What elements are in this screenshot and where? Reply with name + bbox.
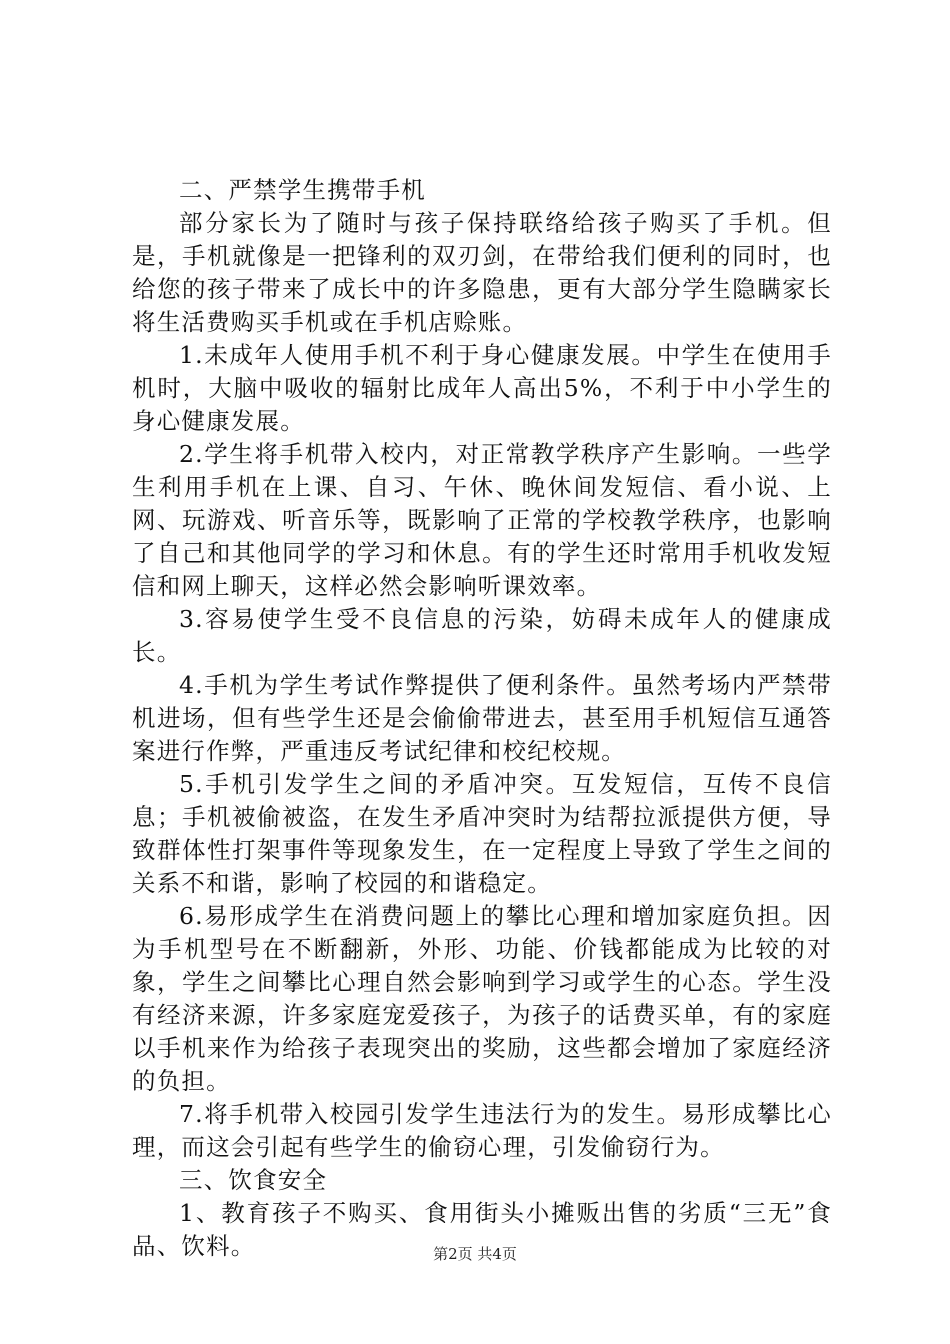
section-heading-food-safety: 三、饮食安全 (179, 1166, 328, 1194)
paragraph-item-7: 7.将手机带入校园引发学生违法行为的发生。易形成攀比心理，而这会引起有些学生的偷窃心理，引发偷窃行为。 (132, 1100, 832, 1161)
paragraph-item-5: 5.手机引发学生之间的矛盾冲突。互发短信，互传不良信息；手机被偷被盗，在发生矛盾冲突时为结帮拉派提供方便，导致群体性打架事件等现象发生，在一定程度上导致了学生之间的关系不和谐，影响了校园的和谐稳定。 (132, 770, 832, 897)
section-heading-phones: 二、严禁学生携带手机 (179, 176, 426, 204)
paragraph-item-6: 6.易形成学生在消费问题上的攀比心理和增加家庭负担。因为手机型号在不断翻新，外形、功能、价钱都能成为比较的对象，学生之间攀比心理自然会影响到学习或学生的心态。学生没有经济来源，许多家庭宠爱孩子，为孩子的话费买单，有的家庭以手机来作为给孩子表现突出的奖励，这些都会增加了家庭经济的负担。 (132, 902, 832, 1095)
page-footer: 第2页 共4页 (433, 1245, 517, 1263)
paragraph-item-1: 1.未成年人使用手机不利于身心健康发展。中学生在使用手机时，大脑中吸收的辐射比成年人高出5%，不利于中小学生的身心健康发展。 (132, 341, 832, 435)
paragraph-intro: 部分家长为了随时与孩子保持联络给孩子购买了手机。但是，手机就像是一把锋利的双刃剑，在带给我们便利的同时，也给您的孩子带来了成长中的许多隐患，更有大部分学生隐瞒家长将生活费购买手机或在手机店赊账。 (132, 209, 832, 336)
paragraph-item-3: 3.容易使学生受不良信息的污染，妨碍未成年人的健康成长。 (132, 605, 832, 666)
paragraph-item-2: 2.学生将手机带入校内，对正常教学秩序产生影响。一些学生利用手机在上课、自习、午休、晚休间发短信、看小说、上网、玩游戏、听音乐等，既影响了正常的学校教学秩序，也影响了自己和其他同学的学习和休息。有的学生还时常用手机收发短信和网上聊天，这样必然会影响听课效率。 (132, 440, 832, 600)
paragraph-item-4: 4.手机为学生考试作弊提供了便利条件。虽然考场内严禁带机进场，但有些学生还是会偷偷带进去，甚至用手机短信互通答案进行作弊，严重违反考试纪律和校纪校规。 (132, 671, 832, 765)
document-body (132, 174, 832, 1263)
paragraph-food-item-1: 1、教育孩子不购买、食用街头小摊贩出售的劣质“三无”食品、饮料。 (132, 1199, 832, 1260)
